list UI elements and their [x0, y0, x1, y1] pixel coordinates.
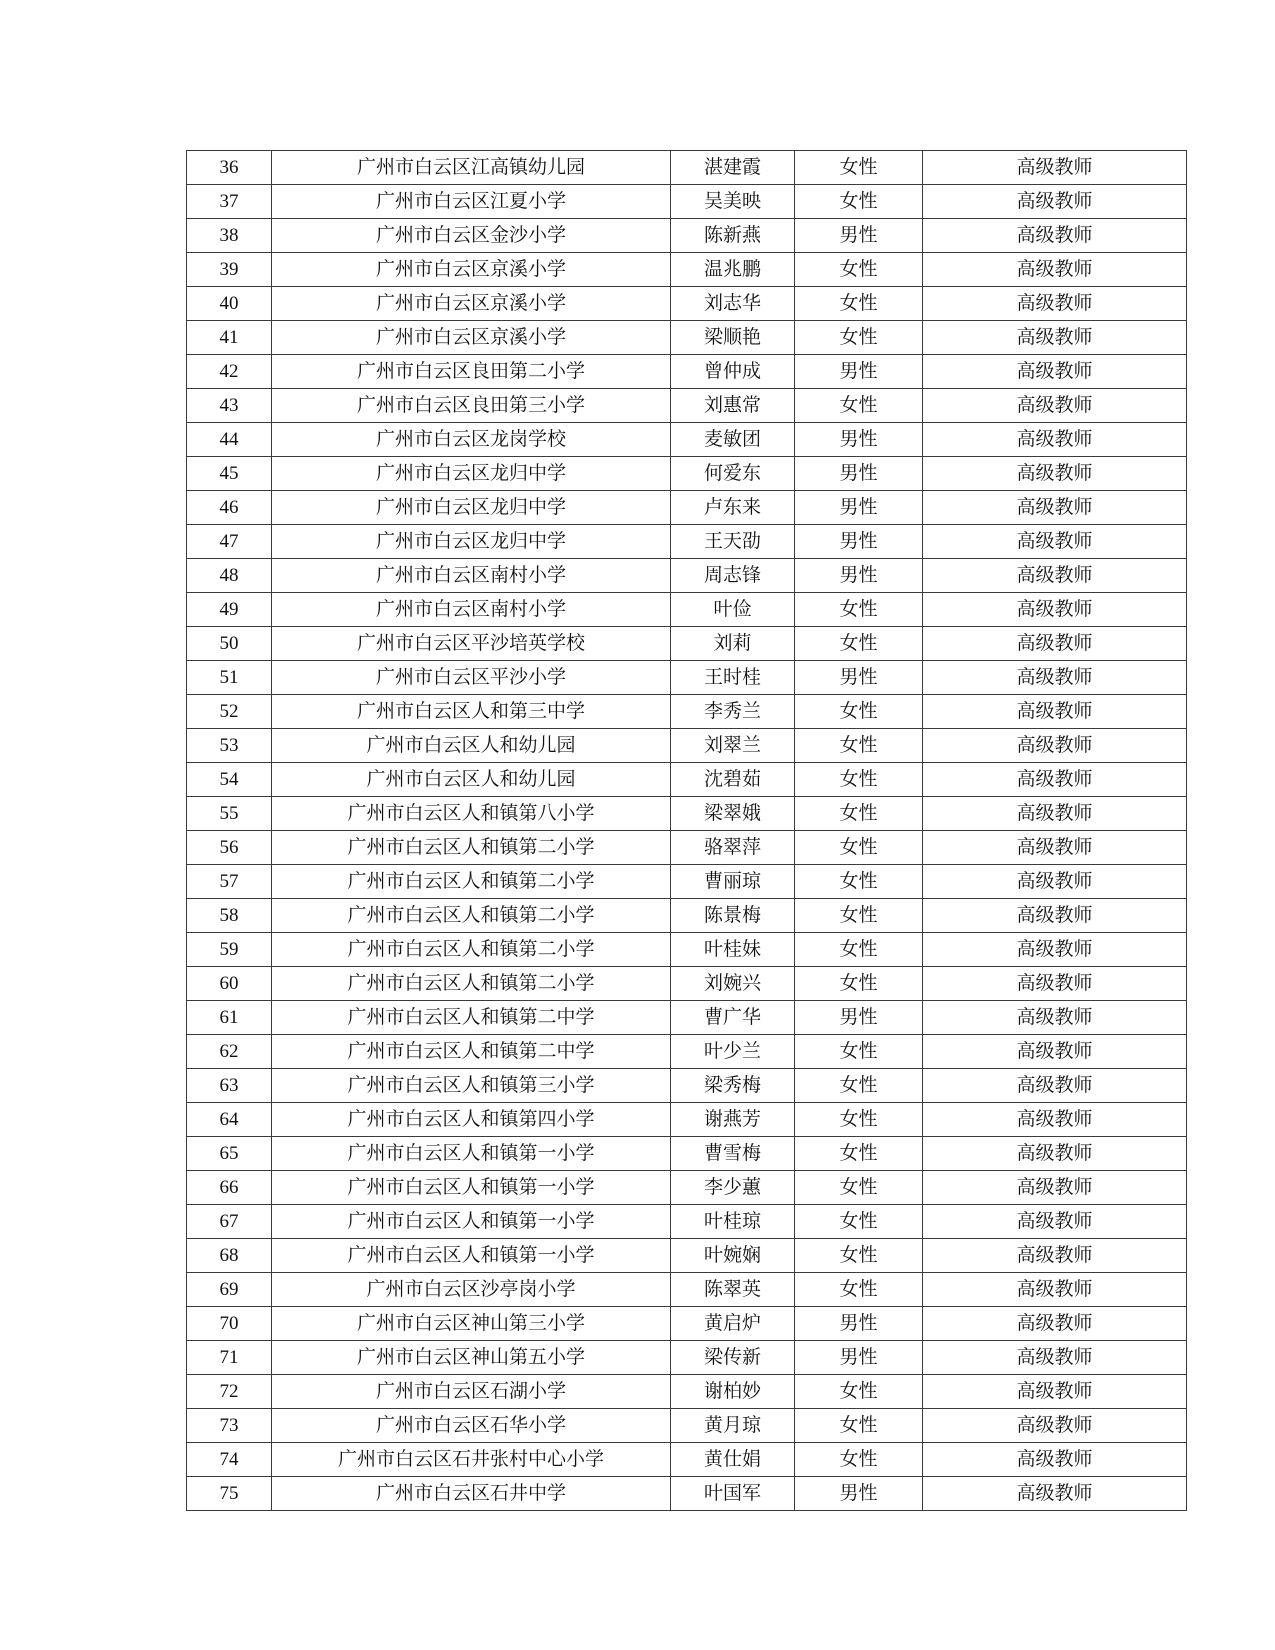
teacher-name-cell: 卢东来 — [671, 491, 795, 525]
gender-cell: 男性 — [795, 491, 923, 525]
row-number: 45 — [187, 457, 272, 491]
teacher-name-cell: 叶婉娴 — [671, 1239, 795, 1273]
gender-cell: 男性 — [795, 423, 923, 457]
school-cell: 广州市白云区金沙小学 — [272, 219, 671, 253]
title-cell: 高级教师 — [923, 1375, 1187, 1409]
school-cell: 广州市白云区良田第三小学 — [272, 389, 671, 423]
gender-cell: 女性 — [795, 287, 923, 321]
school-cell: 广州市白云区人和镇第一小学 — [272, 1205, 671, 1239]
gender-cell: 男性 — [795, 661, 923, 695]
school-cell: 广州市白云区京溪小学 — [272, 287, 671, 321]
teacher-name-cell: 沈碧茹 — [671, 763, 795, 797]
title-cell: 高级教师 — [923, 1035, 1187, 1069]
row-number: 69 — [187, 1273, 272, 1307]
title-cell: 高级教师 — [923, 593, 1187, 627]
table-row — [187, 491, 1187, 525]
table-row — [187, 559, 1187, 593]
gender-cell: 女性 — [795, 627, 923, 661]
title-cell: 高级教师 — [923, 559, 1187, 593]
row-number: 75 — [187, 1477, 272, 1511]
title-cell: 高级教师 — [923, 457, 1187, 491]
school-cell: 广州市白云区人和镇第二小学 — [272, 831, 671, 865]
school-cell: 广州市白云区江夏小学 — [272, 185, 671, 219]
row-number: 48 — [187, 559, 272, 593]
title-cell: 高级教师 — [923, 1477, 1187, 1511]
teacher-name-cell: 刘翠兰 — [671, 729, 795, 763]
table-row — [187, 797, 1187, 831]
table-row — [187, 627, 1187, 661]
teacher-name-cell: 麦敏团 — [671, 423, 795, 457]
teacher-name-cell: 叶桂琼 — [671, 1205, 795, 1239]
title-cell: 高级教师 — [923, 1443, 1187, 1477]
table-row — [187, 1341, 1187, 1375]
table-row — [187, 593, 1187, 627]
teacher-name-cell: 周志锋 — [671, 559, 795, 593]
roster-body — [187, 151, 1187, 1511]
teacher-name-cell: 叶俭 — [671, 593, 795, 627]
table-row — [187, 1171, 1187, 1205]
row-number: 59 — [187, 933, 272, 967]
table-row — [187, 185, 1187, 219]
teacher-name-cell: 叶桂妹 — [671, 933, 795, 967]
teacher-name-cell: 温兆鹏 — [671, 253, 795, 287]
table-row — [187, 763, 1187, 797]
gender-cell: 女性 — [795, 763, 923, 797]
row-number: 57 — [187, 865, 272, 899]
gender-cell: 女性 — [795, 933, 923, 967]
teacher-name-cell: 刘志华 — [671, 287, 795, 321]
gender-cell: 女性 — [795, 1375, 923, 1409]
teacher-name-cell: 刘惠常 — [671, 389, 795, 423]
title-cell: 高级教师 — [923, 321, 1187, 355]
gender-cell: 男性 — [795, 559, 923, 593]
row-number: 63 — [187, 1069, 272, 1103]
title-cell: 高级教师 — [923, 1205, 1187, 1239]
row-number: 44 — [187, 423, 272, 457]
title-cell: 高级教师 — [923, 797, 1187, 831]
row-number: 68 — [187, 1239, 272, 1273]
row-number: 70 — [187, 1307, 272, 1341]
school-cell: 广州市白云区龙归中学 — [272, 525, 671, 559]
school-cell: 广州市白云区神山第五小学 — [272, 1341, 671, 1375]
gender-cell: 男性 — [795, 1001, 923, 1035]
title-cell: 高级教师 — [923, 967, 1187, 1001]
school-cell: 广州市白云区沙亭岗小学 — [272, 1273, 671, 1307]
gender-cell: 男性 — [795, 1307, 923, 1341]
table-row — [187, 1477, 1187, 1511]
row-number: 64 — [187, 1103, 272, 1137]
row-number: 71 — [187, 1341, 272, 1375]
row-number: 51 — [187, 661, 272, 695]
school-cell: 广州市白云区龙归中学 — [272, 491, 671, 525]
teacher-name-cell: 叶少兰 — [671, 1035, 795, 1069]
table-row — [187, 1205, 1187, 1239]
table-row — [187, 865, 1187, 899]
school-cell: 广州市白云区人和镇第一小学 — [272, 1171, 671, 1205]
gender-cell: 女性 — [795, 899, 923, 933]
row-number: 65 — [187, 1137, 272, 1171]
school-cell: 广州市白云区石湖小学 — [272, 1375, 671, 1409]
row-number: 55 — [187, 797, 272, 831]
school-cell: 广州市白云区人和幼儿园 — [272, 763, 671, 797]
row-number: 46 — [187, 491, 272, 525]
row-number: 43 — [187, 389, 272, 423]
title-cell: 高级教师 — [923, 287, 1187, 321]
teacher-name-cell: 吴美映 — [671, 185, 795, 219]
row-number: 40 — [187, 287, 272, 321]
school-cell: 广州市白云区石井张村中心小学 — [272, 1443, 671, 1477]
gender-cell: 男性 — [795, 525, 923, 559]
table-row — [187, 933, 1187, 967]
table-row — [187, 831, 1187, 865]
table-row — [187, 661, 1187, 695]
title-cell: 高级教师 — [923, 1239, 1187, 1273]
teacher-name-cell: 湛建霞 — [671, 151, 795, 185]
teacher-name-cell: 黄仕娟 — [671, 1443, 795, 1477]
school-cell: 广州市白云区龙归中学 — [272, 457, 671, 491]
gender-cell: 女性 — [795, 1205, 923, 1239]
teacher-name-cell: 谢燕芳 — [671, 1103, 795, 1137]
table-row — [187, 967, 1187, 1001]
row-number: 53 — [187, 729, 272, 763]
gender-cell: 女性 — [795, 729, 923, 763]
gender-cell: 女性 — [795, 1443, 923, 1477]
school-cell: 广州市白云区人和镇第二小学 — [272, 967, 671, 1001]
gender-cell: 男性 — [795, 457, 923, 491]
teacher-name-cell: 黄启炉 — [671, 1307, 795, 1341]
teacher-name-cell: 李秀兰 — [671, 695, 795, 729]
teacher-name-cell: 谢柏妙 — [671, 1375, 795, 1409]
school-cell: 广州市白云区人和镇第二中学 — [272, 1035, 671, 1069]
teacher-name-cell: 叶国军 — [671, 1477, 795, 1511]
row-number: 52 — [187, 695, 272, 729]
teacher-roster-table — [186, 150, 1187, 1511]
school-cell: 广州市白云区人和镇第三小学 — [272, 1069, 671, 1103]
gender-cell: 女性 — [795, 253, 923, 287]
title-cell: 高级教师 — [923, 1137, 1187, 1171]
table-row — [187, 695, 1187, 729]
row-number: 61 — [187, 1001, 272, 1035]
row-number: 73 — [187, 1409, 272, 1443]
title-cell: 高级教师 — [923, 729, 1187, 763]
table-row — [187, 1137, 1187, 1171]
table-row — [187, 1103, 1187, 1137]
table-row — [187, 287, 1187, 321]
title-cell: 高级教师 — [923, 525, 1187, 559]
title-cell: 高级教师 — [923, 1307, 1187, 1341]
row-number: 37 — [187, 185, 272, 219]
school-cell: 广州市白云区人和镇第一小学 — [272, 1137, 671, 1171]
row-number: 67 — [187, 1205, 272, 1239]
row-number: 54 — [187, 763, 272, 797]
school-cell: 广州市白云区人和镇第二小学 — [272, 865, 671, 899]
gender-cell: 女性 — [795, 389, 923, 423]
teacher-name-cell: 刘莉 — [671, 627, 795, 661]
teacher-name-cell: 黄月琼 — [671, 1409, 795, 1443]
teacher-name-cell: 王时桂 — [671, 661, 795, 695]
row-number: 56 — [187, 831, 272, 865]
gender-cell: 女性 — [795, 1069, 923, 1103]
table-row — [187, 457, 1187, 491]
teacher-name-cell: 曾仲成 — [671, 355, 795, 389]
school-cell: 广州市白云区平沙小学 — [272, 661, 671, 695]
title-cell: 高级教师 — [923, 1103, 1187, 1137]
gender-cell: 男性 — [795, 219, 923, 253]
title-cell: 高级教师 — [923, 1273, 1187, 1307]
teacher-name-cell: 曹雪梅 — [671, 1137, 795, 1171]
title-cell: 高级教师 — [923, 423, 1187, 457]
school-cell: 广州市白云区京溪小学 — [272, 253, 671, 287]
title-cell: 高级教师 — [923, 831, 1187, 865]
table-row — [187, 1409, 1187, 1443]
title-cell: 高级教师 — [923, 491, 1187, 525]
table-row — [187, 423, 1187, 457]
row-number: 49 — [187, 593, 272, 627]
school-cell: 广州市白云区京溪小学 — [272, 321, 671, 355]
gender-cell: 男性 — [795, 1341, 923, 1375]
teacher-name-cell: 梁顺艳 — [671, 321, 795, 355]
table-row — [187, 1443, 1187, 1477]
table-row — [187, 525, 1187, 559]
teacher-name-cell: 陈景梅 — [671, 899, 795, 933]
school-cell: 广州市白云区人和镇第一小学 — [272, 1239, 671, 1273]
teacher-name-cell: 何爱东 — [671, 457, 795, 491]
table-row — [187, 1307, 1187, 1341]
gender-cell: 女性 — [795, 1273, 923, 1307]
gender-cell: 男性 — [795, 355, 923, 389]
teacher-name-cell: 梁传新 — [671, 1341, 795, 1375]
title-cell: 高级教师 — [923, 219, 1187, 253]
gender-cell: 女性 — [795, 865, 923, 899]
row-number: 36 — [187, 151, 272, 185]
gender-cell: 女性 — [795, 1035, 923, 1069]
teacher-name-cell: 梁翠娥 — [671, 797, 795, 831]
gender-cell: 男性 — [795, 1477, 923, 1511]
row-number: 72 — [187, 1375, 272, 1409]
teacher-name-cell: 刘婉兴 — [671, 967, 795, 1001]
table-row — [187, 389, 1187, 423]
school-cell: 广州市白云区人和镇第四小学 — [272, 1103, 671, 1137]
title-cell: 高级教师 — [923, 865, 1187, 899]
row-number: 58 — [187, 899, 272, 933]
title-cell: 高级教师 — [923, 1001, 1187, 1035]
teacher-name-cell: 曹广华 — [671, 1001, 795, 1035]
table-row — [187, 1239, 1187, 1273]
teacher-name-cell: 曹丽琼 — [671, 865, 795, 899]
gender-cell: 女性 — [795, 695, 923, 729]
gender-cell: 女性 — [795, 1103, 923, 1137]
gender-cell: 女性 — [795, 797, 923, 831]
title-cell: 高级教师 — [923, 389, 1187, 423]
table-row — [187, 253, 1187, 287]
title-cell: 高级教师 — [923, 661, 1187, 695]
title-cell: 高级教师 — [923, 185, 1187, 219]
school-cell: 广州市白云区人和镇第二小学 — [272, 899, 671, 933]
school-cell: 广州市白云区人和镇第八小学 — [272, 797, 671, 831]
title-cell: 高级教师 — [923, 151, 1187, 185]
school-cell: 广州市白云区人和镇第二小学 — [272, 933, 671, 967]
table-row — [187, 1001, 1187, 1035]
teacher-name-cell: 梁秀梅 — [671, 1069, 795, 1103]
table-row — [187, 1375, 1187, 1409]
gender-cell: 女性 — [795, 1409, 923, 1443]
title-cell: 高级教师 — [923, 253, 1187, 287]
row-number: 38 — [187, 219, 272, 253]
school-cell: 广州市白云区人和第三中学 — [272, 695, 671, 729]
table-row — [187, 219, 1187, 253]
title-cell: 高级教师 — [923, 899, 1187, 933]
school-cell: 广州市白云区神山第三小学 — [272, 1307, 671, 1341]
school-cell: 广州市白云区人和镇第二中学 — [272, 1001, 671, 1035]
gender-cell: 女性 — [795, 1239, 923, 1273]
teacher-name-cell: 陈翠英 — [671, 1273, 795, 1307]
gender-cell: 女性 — [795, 185, 923, 219]
title-cell: 高级教师 — [923, 933, 1187, 967]
table-row — [187, 355, 1187, 389]
teacher-name-cell: 陈新燕 — [671, 219, 795, 253]
table-row — [187, 1035, 1187, 1069]
title-cell: 高级教师 — [923, 763, 1187, 797]
school-cell: 广州市白云区龙岗学校 — [272, 423, 671, 457]
table-row — [187, 1273, 1187, 1307]
table-row — [187, 729, 1187, 763]
school-cell: 广州市白云区石井中学 — [272, 1477, 671, 1511]
title-cell: 高级教师 — [923, 355, 1187, 389]
table-row — [187, 1069, 1187, 1103]
teacher-name-cell: 王天劭 — [671, 525, 795, 559]
gender-cell: 女性 — [795, 151, 923, 185]
row-number: 41 — [187, 321, 272, 355]
table-row — [187, 321, 1187, 355]
row-number: 50 — [187, 627, 272, 661]
gender-cell: 女性 — [795, 593, 923, 627]
school-cell: 广州市白云区江高镇幼儿园 — [272, 151, 671, 185]
school-cell: 广州市白云区人和幼儿园 — [272, 729, 671, 763]
table-row — [187, 151, 1187, 185]
gender-cell: 女性 — [795, 321, 923, 355]
row-number: 62 — [187, 1035, 272, 1069]
school-cell: 广州市白云区石华小学 — [272, 1409, 671, 1443]
school-cell: 广州市白云区南村小学 — [272, 559, 671, 593]
title-cell: 高级教师 — [923, 695, 1187, 729]
gender-cell: 女性 — [795, 1137, 923, 1171]
row-number: 60 — [187, 967, 272, 1001]
school-cell: 广州市白云区良田第二小学 — [272, 355, 671, 389]
teacher-name-cell: 李少蕙 — [671, 1171, 795, 1205]
gender-cell: 女性 — [795, 967, 923, 1001]
title-cell: 高级教师 — [923, 1341, 1187, 1375]
title-cell: 高级教师 — [923, 1171, 1187, 1205]
title-cell: 高级教师 — [923, 1069, 1187, 1103]
table-row — [187, 899, 1187, 933]
row-number: 39 — [187, 253, 272, 287]
school-cell: 广州市白云区南村小学 — [272, 593, 671, 627]
row-number: 74 — [187, 1443, 272, 1477]
row-number: 66 — [187, 1171, 272, 1205]
title-cell: 高级教师 — [923, 1409, 1187, 1443]
teacher-name-cell: 骆翠萍 — [671, 831, 795, 865]
title-cell: 高级教师 — [923, 627, 1187, 661]
school-cell: 广州市白云区平沙培英学校 — [272, 627, 671, 661]
row-number: 47 — [187, 525, 272, 559]
row-number: 42 — [187, 355, 272, 389]
gender-cell: 女性 — [795, 831, 923, 865]
gender-cell: 女性 — [795, 1171, 923, 1205]
